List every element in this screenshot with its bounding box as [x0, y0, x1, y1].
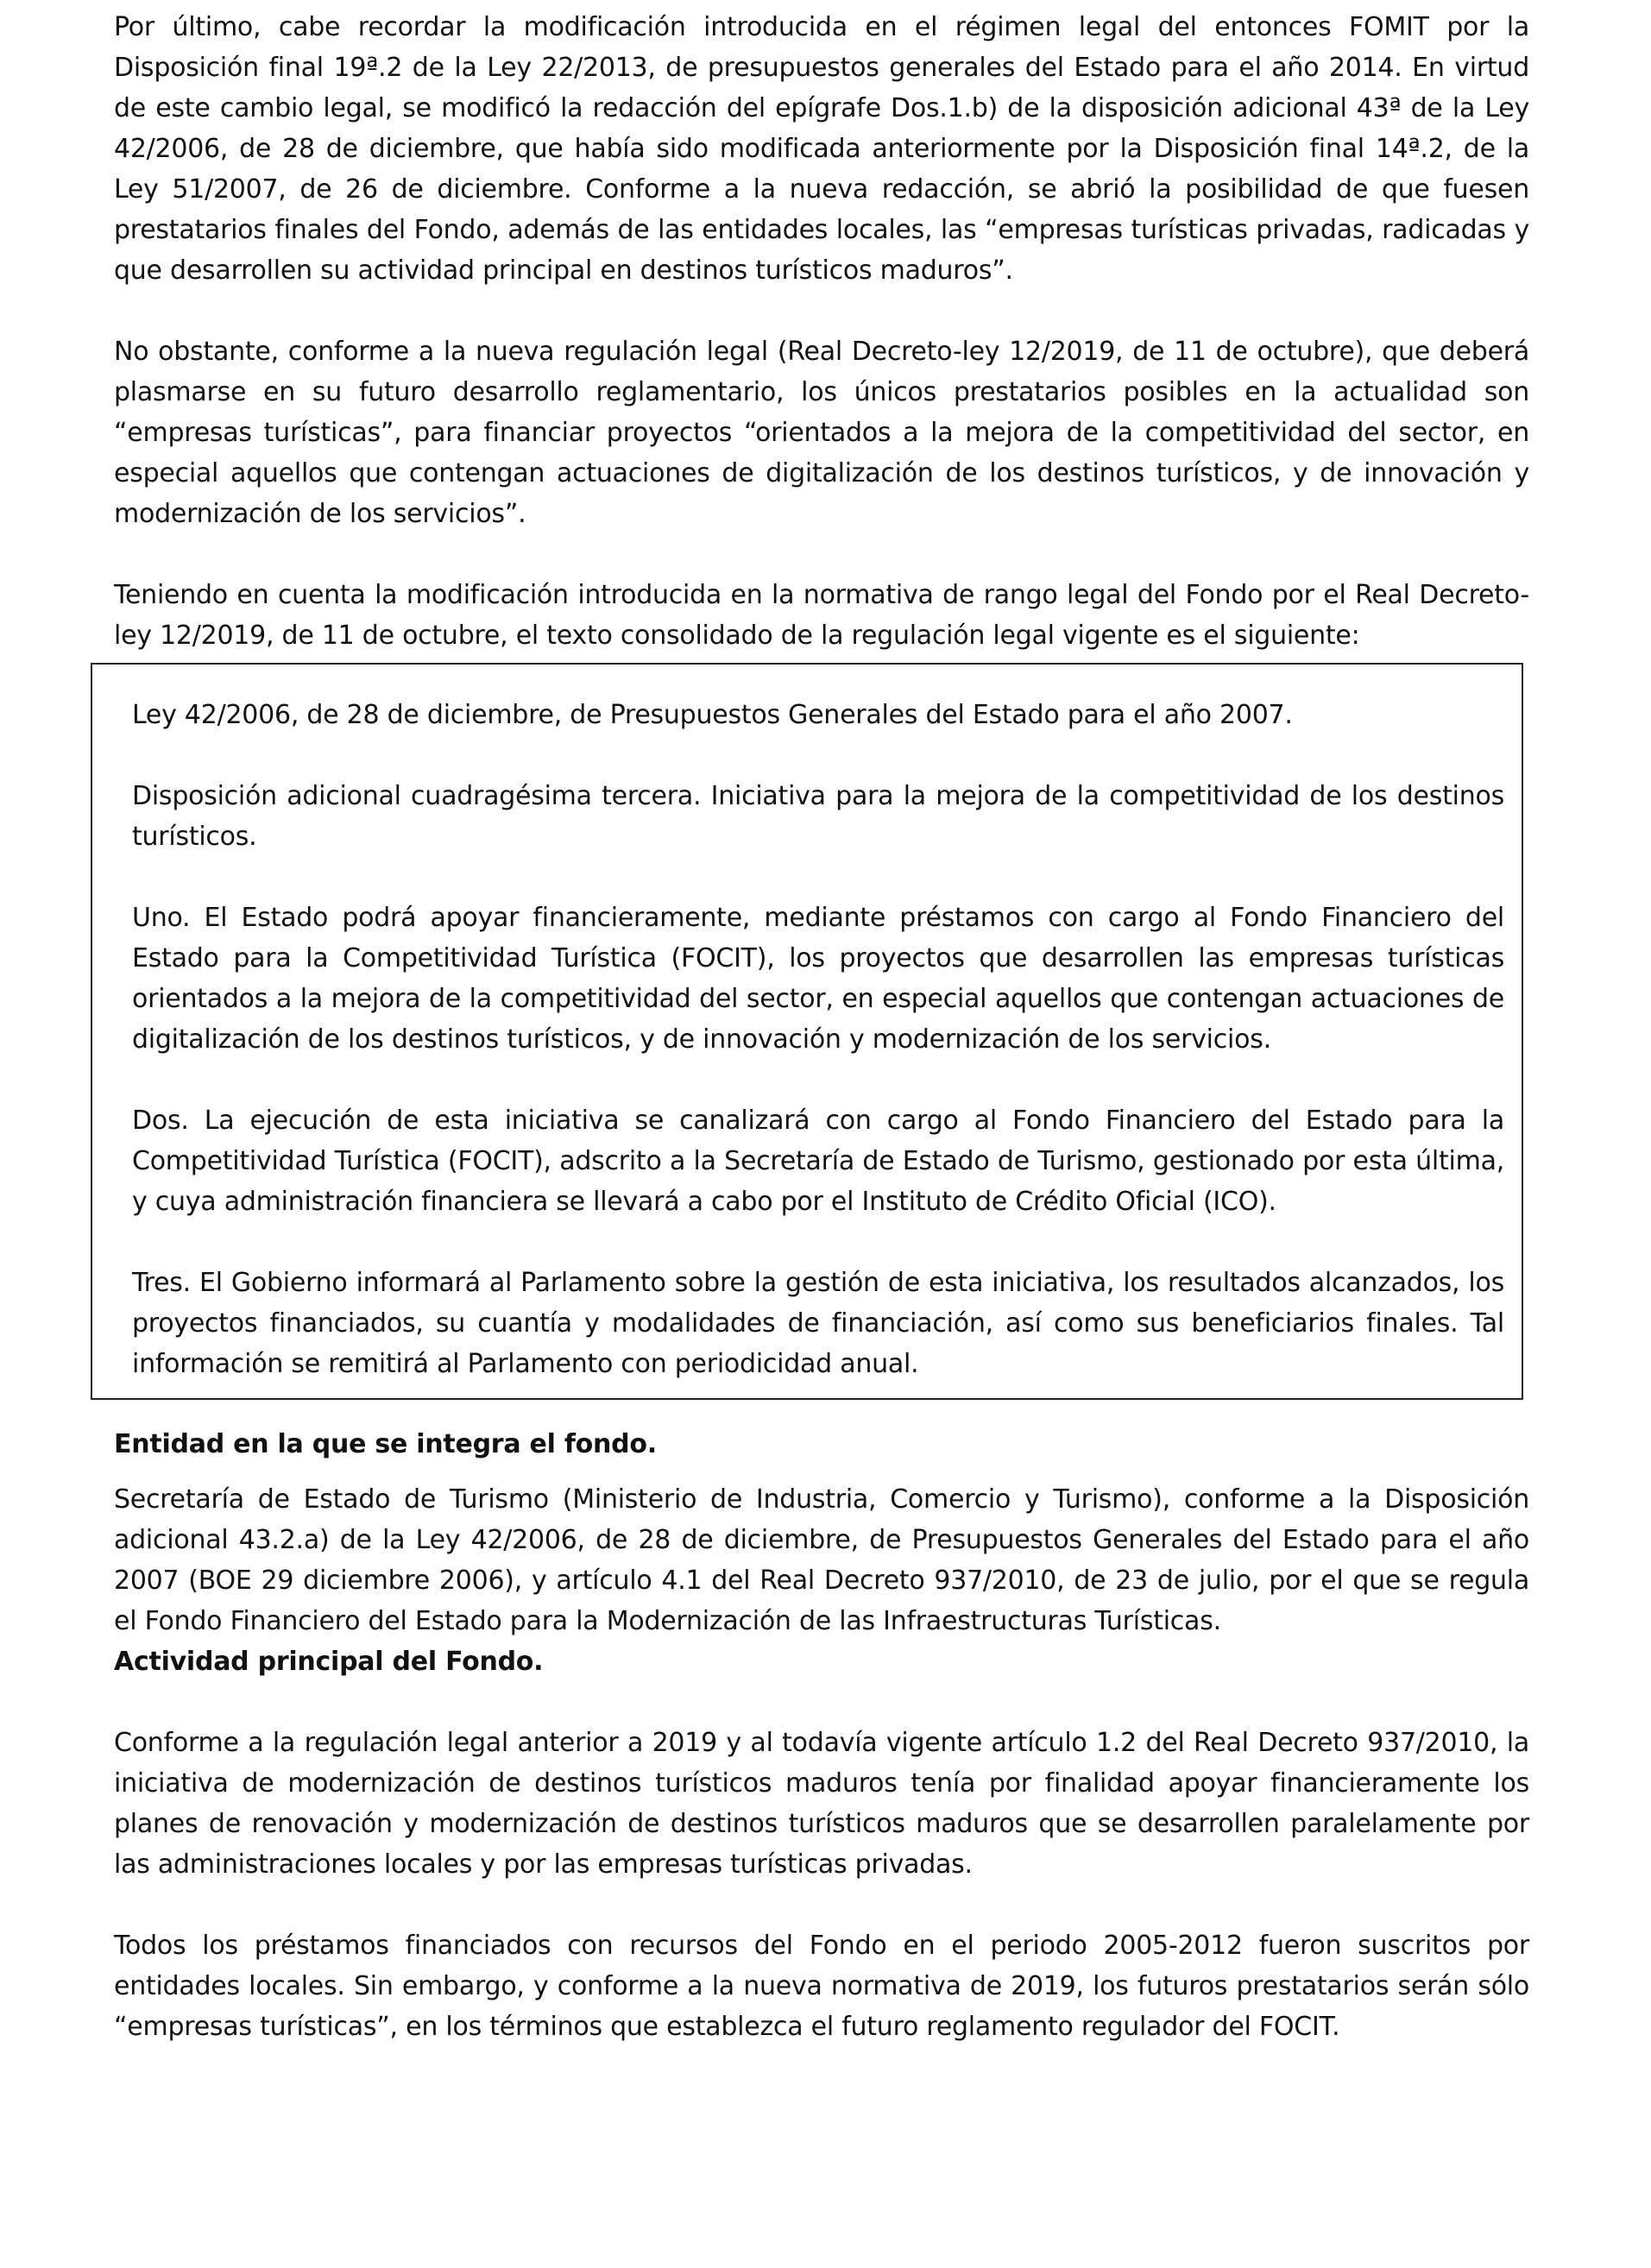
document-page	[114, 7, 1529, 2047]
legal-text-box	[91, 663, 1523, 1400]
paragraph-entidad: Secretaría de Estado de Turismo (Ministerio de Industria, Comercio y Turismo), conforme a la Disposición adicional 43.2.a) de la Ley 42/2006, de 28 de diciembre, de Presupuestos Generales del Estado para el año 2007 (BOE 29 diciembre 2006), y artículo 4.1 del Real Decreto 937/2010, de 23 de julio, por el que se regula el Fondo Financiero del Estado para la Modernización de las Infraestructuras Turísticas.	[114, 1484, 1529, 1636]
provision-clause-tres: Tres. El Gobierno informará al Parlamento sobre la gestión de esta iniciativa, los resultados alcanzados, los proyectos financiados, su cuantía y modalidades de financiación, así como sus beneficiarios finales. Tal información se remitirá al Parlamento con periodicidad anual.	[132, 1268, 1504, 1379]
provision-clause-dos: Dos. La ejecución de esta iniciativa se canalizará con cargo al Fondo Financiero del Estado para la Competitividad Turística (FOCIT), adscrito a la Secretaría de Estado de Turismo, gestionado por esta última, y cuya administración financiera se llevará a cabo por el Instituto de Crédito Oficial (ICO).	[132, 1106, 1504, 1217]
provision-title: Disposición adicional cuadragésima tercera. Iniciativa para la mejora de la competitividad de los destinos turísticos.	[132, 781, 1504, 852]
law-title: Ley 42/2006, de 28 de diciembre, de Presupuestos Generales del Estado para el año 2007.	[132, 700, 1293, 730]
paragraph-new-regulation: No obstante, conforme a la nueva regulación legal (Real Decreto-ley 12/2019, de 11 de octubre), que deberá plasmarse en su futuro desarrollo reglamentario, los únicos prestatarios posibles en la actualidad son “empresas turísticas”, para financiar proyectos “orientados a la mejora de la competitividad del sector, en especial aquellos que contengan actuaciones de digitalización de los destinos turísticos, y de innovación y modernización de los servicios”.	[114, 337, 1529, 529]
paragraph-actividad-finalidad: Conforme a la regulación legal anterior a 2019 y al todavía vigente artículo 1.2 del Real Decreto 937/2010, la iniciativa de modernización de destinos turísticos maduros tenía por finalidad apoyar financieramente los planes de renovación y modernización de destinos turísticos maduros que se desarrollen paralelamente por las administraciones locales y por las empresas turísticas privadas.	[114, 1728, 1529, 1880]
paragraph-consolidated-text-intro: Teniendo en cuenta la modificación introducida en la normativa de rango legal del Fondo por el Real Decreto-ley 12/2019, de 11 de octubre, el texto consolidado de la regulación legal vigente es el siguiente:	[114, 580, 1529, 651]
heading-actividad: Actividad principal del Fondo.	[114, 1647, 544, 1677]
provision-clause-uno: Uno. El Estado podrá apoyar financieramente, mediante préstamos con cargo al Fondo Financiero del Estado para la Competitividad Turística (FOCIT), los proyectos que desarrollen las empresas turísticas orientados a la mejora de la competitividad del sector, en especial aquellos que contengan actuaciones de digitalización de los destinos turísticos, y de innovación y modernización de los servicios.	[132, 903, 1504, 1055]
paragraph-actividad-prestatarios: Todos los préstamos financiados con recursos del Fondo en el periodo 2005-2012 fueron suscritos por entidades locales. Sin embargo, y conforme a la nueva normativa de 2019, los futuros prestatarios serán sólo “empresas turísticas”, en los términos que establezca el futuro reglamento regulador del FOCIT.	[114, 1931, 1529, 2042]
paragraph-fomit-modification: Por último, cabe recordar la modificación introducida en el régimen legal del entonces FOMIT por la Disposición final 19ª.2 de la Ley 22/2013, de presupuestos generales del Estado para el año 2014. En virtud de este cambio legal, se modificó la redacción del epígrafe Dos.1.b) de la disposición adicional 43ª de la Ley 42/2006, de 28 de diciembre, que había sido modificada anteriormente por la Disposición final 14ª.2, de la Ley 51/2007, de 26 de diciembre. Conforme a la nueva redacción, se abrió la posibilidad de que fuesen prestatarios finales del Fondo, además de las entidades locales, las “empresas turísticas privadas, radicadas y que desarrollen su actividad principal en destinos turísticos maduros”.	[114, 12, 1529, 286]
heading-entidad: Entidad en la que se integra el fondo.	[114, 1429, 657, 1459]
